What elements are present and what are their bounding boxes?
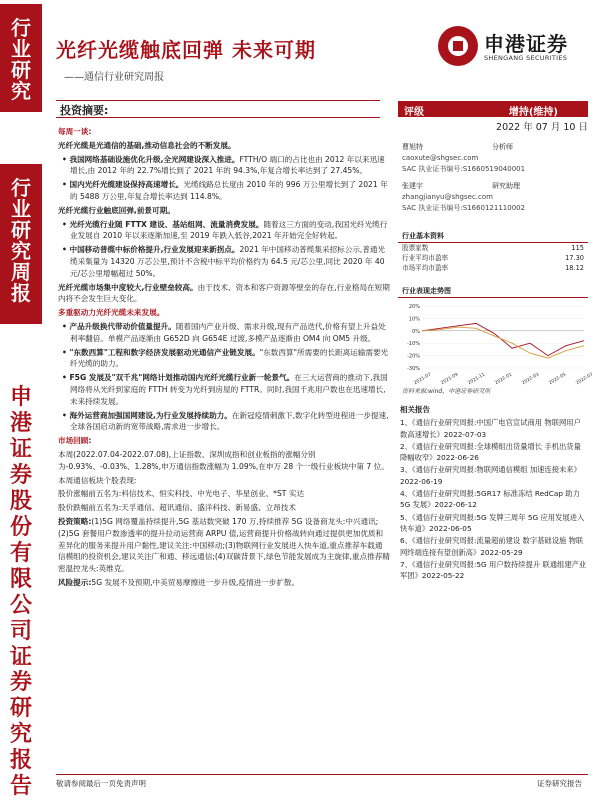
bullet-paragraph: [58, 179, 390, 203]
analyst-name: 曹旭特: [402, 143, 423, 151]
sac-label: SAC 执业证书编号:: [402, 165, 463, 173]
sidebar-middle-block: [0, 164, 42, 324]
rating-value: 增持(维持): [508, 107, 558, 118]
sidebar-char: 行: [11, 176, 31, 200]
summary-body: [58, 124, 390, 591]
bullet-text: 在三大运营商的推动下,我国网络将从光纤到家庭的 FTTH 转变为光纤到房屋的 FTTR。同时,我国千兆用户数也在迅速增长,未来持续发展。: [70, 373, 388, 406]
paragraph-text: 5G 发展不及预期,中美贸易摩擦进一步升级,疫情进一步扩散。: [91, 577, 300, 587]
report-subtitle: ——通信行业研究周报: [64, 72, 164, 83]
sidebar-char: 股: [9, 487, 32, 514]
sidebar-char: 研: [11, 58, 31, 82]
plain-paragraph: 股价涨幅前五名为:科信技术、恒实科技、中光电子、华星创业、*ST 实达: [58, 489, 305, 499]
related-report-link[interactable]: 1、《通信行业研究周报:中国广电官宣试商用 物联网用户数高速增长》2022-07-03: [400, 418, 581, 439]
footer-disclaimer[interactable]: 敬请参阅最后一页免责声明: [56, 779, 146, 788]
bullet-lead: "东数西算"工程和数字经济发展驱动光通信产业链发展。: [69, 347, 260, 357]
basic-info-value: 18.12: [565, 264, 584, 272]
bullet-text: FTTH/O 端口的占比也由 2012 年以来迅速增长,由 2012 年的 22.7%增长到了 2021 年的 94.3%,年复合增长率达到了 27.45%。: [70, 154, 385, 176]
basic-info-value: 115: [571, 244, 584, 252]
bullet-text: 随着国内产业升级、需求升级,现有产品迭代,价格有望上升益处利率翻倍。单模产品逐渐由 G652D 向 G654E 过渡,多模产品逐渐由 OM4 向 OM5 升级。: [70, 321, 386, 343]
paragraph-lead: 光纤光缆行业触底回弹,前景可期。: [58, 205, 175, 215]
bullet-text: 在新冠疫情刺激下,数字化转型进程进一步提速,全球各国启动新的宽带战略,需求进一步增长。: [70, 410, 389, 432]
bullet-lead: 中国移动普缆中标价格提升,行业发展迎来新拐点。: [69, 245, 240, 255]
sidebar-char: 告: [9, 773, 32, 800]
plain-paragraph: 本周通信板块个股表现:: [58, 475, 137, 485]
x-tick-label: 2021-07: [413, 372, 433, 387]
sidebar-char: 券: [9, 461, 32, 488]
summary-heading-bar: [56, 100, 380, 118]
basic-info-row: [398, 254, 588, 263]
sidebar-char: 研: [11, 218, 31, 242]
paragraph-text: 由于技术、资本和客户资源等壁垒的存在,行业格局在短期内将不会发生巨大变化。: [58, 282, 390, 304]
bullet-paragraph: [58, 154, 390, 178]
basic-info-title: 行业基本资料: [398, 231, 588, 243]
bullet-paragraph: [58, 244, 390, 279]
paragraph-lead: 风险提示:: [58, 577, 92, 587]
section-heading: 多重驱动力光纤光缆未来发展。: [58, 308, 165, 318]
paragraph-lead: 光纤光缆市场集中度较大,行业壁垒较高。: [58, 282, 198, 292]
related-report-link[interactable]: 4、《通信行业研究周报:5GR17 标准冻结 RedCap 助力 5G 发展》2022-06-12: [400, 489, 580, 510]
y-tick-label: 20%: [408, 304, 420, 310]
paragraph-lead: 光纤光缆是光通信的基础,推动信息社会的不断发展。: [58, 140, 236, 150]
bullet-paragraph: [58, 410, 390, 434]
bullet-lead: 光纤光缆行业随 FTTX 建设、基站组网、流量消费发展。: [69, 219, 264, 229]
sidebar-char: 行: [11, 16, 31, 40]
sidebar-char: 报: [9, 747, 32, 774]
analyst-card: [398, 181, 588, 225]
bold-paragraph: [58, 140, 390, 152]
bullet-lead: 国内光纤光缆建设保持高速增长。: [69, 180, 184, 190]
bullet-lead: 产品升级换代带动价值量提升。: [69, 321, 176, 331]
bullet-text: 2021 年中国移动普缆集采招标公示,普通光缆采集量为 14320 万芯公里,预计不含税中标平均价格约为 64.5 元/芯公里,同比 2020 年 40 元/芯公里增幅超过 50%。: [70, 245, 386, 278]
sac-number: S1660519040001: [462, 165, 526, 173]
bullet-text: "东数西算"所需要的长距离运输需要光纤光缆的助力。: [70, 347, 389, 369]
bullet-text: 随着这三方面的变动,我国光纤光缆行业发展自 2010 年以来逐渐加速,至 2019 年跌入低谷,2021 年开始完全好转起。: [70, 219, 388, 241]
sidebar-char: 证: [9, 435, 32, 462]
y-tick-label: -20%: [407, 353, 420, 360]
chart-svg: [398, 302, 595, 387]
sidebar-char: 限: [9, 565, 32, 592]
x-tick-label: 2022-01: [494, 372, 514, 387]
rating-bar: [398, 101, 588, 117]
analyst-role: 研究助理: [492, 182, 520, 190]
sidebar-char: 司: [9, 617, 32, 644]
summary-heading: 投资摘要:: [60, 104, 109, 117]
related-report-link[interactable]: 3、《通信行业研究周报:物联网通信模组 加速连接未来》2022-06-19: [400, 465, 581, 486]
analyst-email[interactable]: zhangjianyu@shgsec.com: [402, 193, 493, 201]
y-tick-label: 10%: [408, 316, 420, 323]
report-title: 光纤光缆触底回弹 未来可期: [56, 38, 316, 62]
related-report-link[interactable]: 6、《通信行业研究周报:流量超前建设 数字基础设施 物联网终端连接有望创新高》2022-05-29: [400, 536, 584, 557]
sidebar-char: 报: [11, 281, 31, 305]
sidebar-company-name: [0, 385, 42, 800]
sidebar-char: 港: [9, 409, 32, 436]
sidebar-char: 券: [9, 669, 32, 696]
related-report-link[interactable]: 5、《通信行业研究周报:5G 发牌三周年 5G 应用发展进入快车道》2022-06-05: [400, 512, 585, 533]
analyst-role: 分析师: [492, 143, 513, 151]
paragraph-text: (1)5G 网络覆盖持续提升,5G 基站数突破 170 万,持续推荐 5G 设备商龙头:中兴通讯;(2)5G 套餐用户数渗透率的提升拉动运营商 ARPU 值,运营商提升价格战转向通过提供更加优质和差异化的服务来提升用户黏性,建议关注:中国移动;(3)物联网行业发展进入快车道,重点推荐车载通信模组的投资机会,建议关注广和通、移远通信;(4)双碳背景下,绿色节能发展成为主旋律,重点推荐精密温控龙头:英维克。: [58, 516, 390, 574]
rating-label: 评级: [404, 107, 424, 118]
related-reports: [398, 404, 588, 582]
y-tick-label: 0%: [412, 328, 420, 335]
y-tick-label: -10%: [407, 341, 420, 348]
sidebar-char: 证: [9, 643, 32, 670]
bold-paragraph: [58, 577, 390, 589]
bullet-lead: 我国网络基础设施优化升级,全光网建设深入推进。: [69, 154, 240, 164]
sidebar-char: 研: [9, 695, 32, 722]
related-title: 相关报告: [400, 405, 430, 414]
sidebar-char: 业: [11, 37, 31, 61]
footer-divider: [56, 774, 588, 775]
related-report-link[interactable]: 2、《通信行业研究周报:全球模组出货量增长 手机出货量降幅收窄》2022-06-26: [400, 441, 581, 463]
bullet-paragraph: [58, 219, 390, 243]
bullet-paragraph: [58, 321, 390, 345]
sac-number: S1660121110002: [462, 204, 526, 212]
sidebar-char: 究: [9, 721, 32, 748]
section-heading: 每周一谈:: [58, 127, 92, 136]
related-report-link[interactable]: 7、《通信行业研究周报:5G 用户数持续提升 联通组建产业军团》2022-05-22: [400, 559, 587, 581]
sidebar-char: 究: [11, 239, 31, 263]
logo-name-cn: 申港证券: [484, 32, 568, 56]
x-tick-label: 2022-07: [575, 372, 595, 387]
sidebar-char: 有: [9, 539, 32, 566]
logo-name-en: SHENGANG SECURITIES: [484, 54, 568, 62]
basic-info-row: [398, 244, 588, 253]
industry-performance-chart: [398, 302, 595, 387]
section-heading: 市场回顾:: [58, 436, 92, 446]
bold-paragraph: [58, 516, 390, 575]
analyst-name: 张建宇: [402, 182, 423, 190]
plain-paragraph: 股价跌幅前五名为:天孚通信、超讯通信、盛洋科技、新易盛、立昂技术: [58, 503, 296, 513]
bold-paragraph: [58, 282, 390, 306]
sidebar-char: 业: [11, 197, 31, 221]
paragraph-lead: 投资策略:: [58, 516, 92, 526]
report-date: 2022 年 07 月 10 日: [496, 122, 588, 133]
basic-info-key: 行业平均市盈率: [402, 254, 449, 262]
sidebar-char: 份: [9, 513, 32, 540]
chart-title: 行业表现走势图: [398, 286, 588, 298]
bullet-text: 光缆线路总长度由 2010 年的 996 万公里增长到了 2021 年的 5488 万公里,年复合增长率达到 114.8%。: [70, 180, 388, 201]
x-tick-label: 2021-11: [467, 372, 487, 387]
chart-source: 资料来源:wind、申港证券研究所: [402, 388, 491, 395]
plain-paragraph: 本周(2022.07.04-2022.07.08),上证指数、深圳成指和创业板指的涨幅分别为-0.93%、-0.03%、1.28%,申万通信指数涨幅为 1.09%,在申万 28 个一级行业板块中第 7 位。: [58, 449, 389, 471]
basic-info-value: 17.30: [565, 254, 584, 262]
bullet-lead: 海外运营商加强国网建设,为行业发展持续助力。: [69, 410, 232, 420]
sidebar-char: 究: [11, 79, 31, 103]
sidebar-char: 申: [9, 384, 32, 410]
bullet-lead: F5G 发展及"双千兆"网络计划推动国内光纤光缆行业新一轮景气。: [69, 373, 295, 383]
sac-label: SAC 执业证书编号:: [402, 204, 463, 212]
bold-paragraph: [58, 205, 390, 217]
analyst-email[interactable]: caoxute@shgsec.com: [402, 154, 479, 162]
basic-info-row: [398, 264, 588, 273]
x-tick-label: 2022-03: [521, 372, 541, 387]
series-line: [422, 327, 584, 358]
company-logo: [438, 26, 588, 70]
left-sidebar: [0, 0, 42, 800]
basic-info-key: 市场平均市盈率: [402, 264, 449, 272]
sidebar-top-block: [0, 4, 42, 112]
x-tick-label: 2021-09: [440, 372, 460, 387]
y-tick-label: -30%: [407, 366, 420, 372]
basic-info-key: 股票家数: [402, 244, 429, 252]
logo-mark-icon: [438, 26, 478, 66]
sidebar-char: 公: [9, 591, 32, 618]
bullet-paragraph: [58, 347, 390, 371]
x-tick-label: 2022-05: [548, 372, 568, 387]
bullet-paragraph: [58, 372, 390, 407]
footer-label: 证券研究报告: [537, 779, 582, 788]
analyst-card: [398, 142, 588, 186]
sidebar-char: 周: [11, 260, 31, 284]
